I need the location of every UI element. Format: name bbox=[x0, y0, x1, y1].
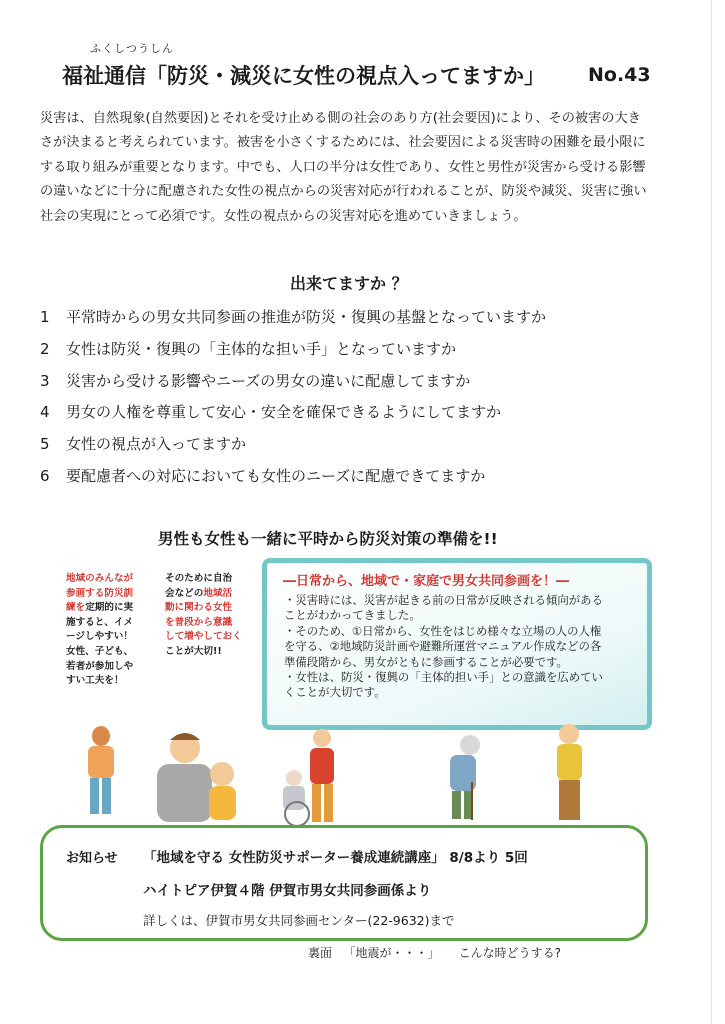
back-page-title: 「地震が・・・」 bbox=[343, 946, 440, 960]
notice-label: お知らせ bbox=[66, 851, 118, 866]
community-tip-red-text: 地域活 bbox=[203, 587, 233, 599]
drill-tip-line: 地域のみんなが bbox=[66, 573, 134, 584]
checklist-item-text: 要配慮者への対応においても女性のニーズに配慮できてますか bbox=[66, 466, 486, 485]
intro-line: する取り組みが重要となります。中でも、人口の半分は女性であり、女性と男性が災害から受ける影響 bbox=[40, 159, 646, 175]
checklist-item-text: 平常時からの男女共同参画の推進が防災・復興の基盤となっていますか bbox=[66, 308, 547, 326]
box-line: くことが大切です。 bbox=[284, 685, 386, 700]
notice-contact: 詳しくは、伊賀市男女共同参画センター(22-9632)まで bbox=[143, 913, 455, 928]
drill-tip-column bbox=[66, 572, 146, 689]
checklist-item-text: 女性は防災・復興の「主体的な担い手」となっていますか bbox=[66, 339, 457, 358]
elderly-woman-figure bbox=[450, 735, 480, 820]
intro-paragraph bbox=[40, 107, 672, 229]
caregiver-figure bbox=[310, 729, 334, 822]
drill-tip-line: 女性、子ども、 bbox=[66, 645, 134, 657]
box-line: ・女性は、防災・復興の「主体的担い手」との意識を広めてい bbox=[284, 670, 603, 685]
father-figure bbox=[157, 733, 212, 822]
intro-line: の違いなどに十分に配慮された女性の視点からの災害対応が行われることが、防災や減災、災害に強い bbox=[40, 184, 647, 200]
checklist-item bbox=[40, 370, 690, 402]
community-tip-line: して増やしておく bbox=[165, 631, 242, 643]
community-tip-line: そのために自治 bbox=[165, 573, 233, 584]
checklist-item bbox=[40, 465, 690, 497]
child-figure bbox=[209, 762, 236, 820]
intro-line: 災害は、自然現象(自然要因)とそれを受け止める側の社会のあり方(社会要因)により、その被害の大き bbox=[40, 111, 641, 126]
community-tip-text: 会などの bbox=[165, 587, 204, 599]
box-line: ・そのため、①日常から、女性をはじめ様々な立場の人の人権 bbox=[284, 623, 602, 638]
checklist-item-number: 5 bbox=[40, 435, 50, 454]
notice-course-title: 「地域を守る 女性防災サポーター養成連続講座」 8/8より 5回 bbox=[143, 850, 528, 866]
notice-venue: ハイトピア伊賀４階 伊賀市男女共同参画係より bbox=[143, 883, 432, 899]
young-woman-figure bbox=[557, 724, 582, 820]
back-page-note bbox=[308, 944, 561, 961]
box-line: ことがわかってきました。 bbox=[284, 608, 421, 623]
daily-participation-heading: ―日常から、地域で・家庭で男女共同参画を！― bbox=[283, 574, 570, 589]
checklist-item-number: 3 bbox=[40, 371, 50, 390]
drill-tip-text: 定期的に実 bbox=[85, 602, 134, 614]
daily-participation-body bbox=[284, 593, 642, 701]
woman-with-backpack-figure bbox=[88, 726, 114, 814]
intro-line: さが決まると考えられています。被害を小さくするためには、社会要因による災害時の困難を最小限に bbox=[40, 135, 646, 151]
issue-number: No.43 bbox=[588, 64, 651, 86]
checklist-item-number: 2 bbox=[40, 339, 50, 358]
checklist-item bbox=[40, 306, 690, 338]
drill-tip-line: すい工夫を！ bbox=[66, 675, 124, 687]
back-page-question: こんな時どうする? bbox=[458, 946, 561, 960]
community-tip-line bbox=[165, 587, 260, 602]
wheelchair-figure bbox=[283, 770, 309, 826]
checklist-item bbox=[40, 401, 690, 433]
page-title: 福祉通信「防災・減災に女性の視点入ってますか」 bbox=[62, 64, 545, 88]
drill-tip-line: 施すると、イメ bbox=[66, 616, 134, 628]
box-line: 準備段階から、男女がともに参画することが必要です。 bbox=[284, 654, 568, 669]
community-tip-line: を普段から意識 bbox=[165, 616, 233, 628]
drill-tip-line: ージしやすい！ bbox=[66, 631, 133, 643]
drill-tip-line: 参画する防災訓 bbox=[66, 587, 134, 599]
intro-line: 社会の実現にとって必須です。女性の視点からの災害対応を進めていきましょう。 bbox=[40, 208, 527, 224]
drill-tip-line: 若者が参加しや bbox=[66, 660, 134, 672]
drill-tip-line bbox=[66, 601, 146, 616]
title-ruby: ふくしつうしん bbox=[90, 42, 174, 55]
community-tip-line: 動に関わる女性 bbox=[165, 602, 233, 614]
checklist-heading: 出来てますか ？ bbox=[290, 274, 408, 293]
checklist bbox=[40, 306, 690, 497]
checklist-item-number: 4 bbox=[40, 403, 50, 422]
checklist-item-number: 1 bbox=[40, 308, 50, 326]
slogan-heading: 男性も女性も一緒に平時から防災対策の準備を!! bbox=[158, 530, 498, 548]
checklist-item-text: 男女の人権を尊重して安心・安全を確保できるようにしてますか bbox=[66, 403, 502, 422]
community-illustration bbox=[0, 720, 725, 830]
checklist-item bbox=[40, 433, 690, 465]
checklist-item bbox=[40, 338, 690, 370]
checklist-item-text: 災害から受ける影響やニーズの男女の違いに配慮してますか bbox=[66, 371, 471, 390]
checklist-item-number: 6 bbox=[40, 466, 50, 485]
back-page-label: 裏面 bbox=[308, 946, 333, 960]
checklist-item-text: 女性の視点が入ってますか bbox=[66, 435, 247, 454]
box-line: を守る、②地域防災計画や避難所運営マニュアル作成などの各 bbox=[284, 639, 602, 654]
drill-tip-red-text: 練を bbox=[66, 602, 86, 614]
community-tip-column bbox=[165, 572, 260, 660]
community-tip-line: ことが大切!! bbox=[165, 645, 222, 657]
box-line: ・災害時には、災害が起きる前の日常が反映される傾向がある bbox=[284, 593, 603, 607]
scan-edge-line bbox=[711, 0, 712, 1024]
